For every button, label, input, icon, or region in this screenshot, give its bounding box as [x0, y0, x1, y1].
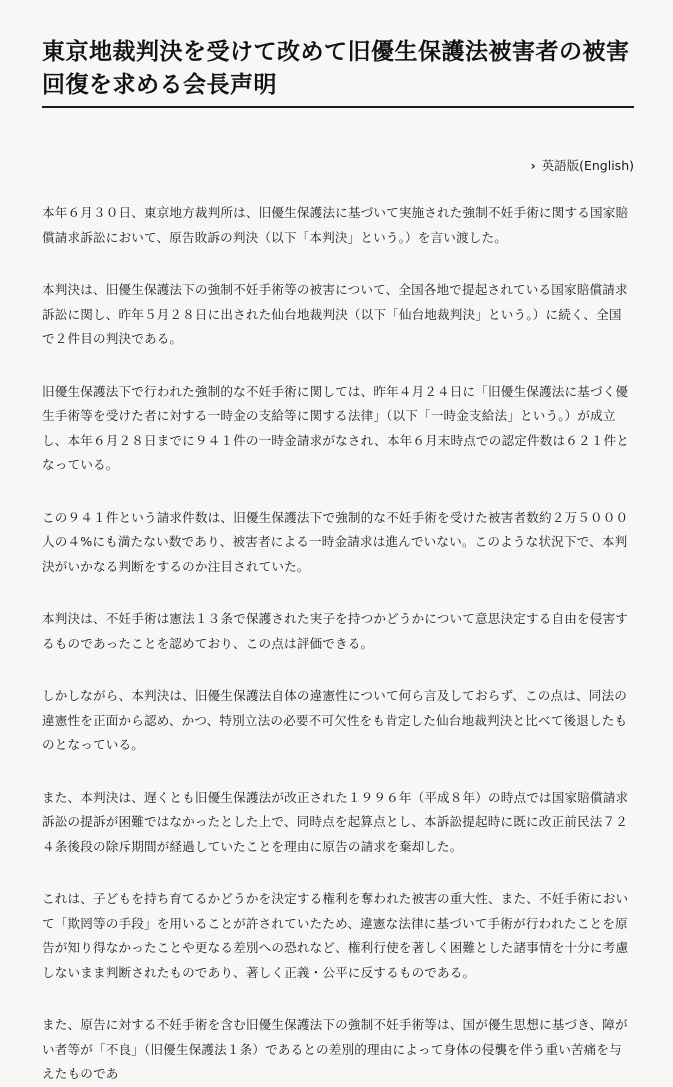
paragraph-7: また、本判決は、遅くとも旧優生保護法が改正された１９９６年（平成８年）の時点では国家賠償請求訴訟の提訴が困難ではなかったとした上で、同時点を起算点とし、本訴訟提起時に既に改正前民法７２４条後段の除斥期間が経過していたことを理由に原告の請求を棄却した。 — [42, 789, 629, 854]
chevron-right-icon: › — [530, 159, 536, 173]
paragraph-6: しかしながら、本判決は、旧優生保護法自体の違憲性について何ら言及しておらず、この点は、同法の違憲性を正面から認め、かつ、特別立法の必要不可欠性をも肯定した仙台地裁判決と比べて後退したものとなっている。 — [42, 688, 628, 752]
paragraph-1: 本年６月３０日、東京地方裁判所は、旧優生保護法に基づいて実施された強制不妊手術に関する国家賠償請求訴訟において、原告敗訴の判決（以下「本判決」という。）を言い渡した。 — [42, 205, 629, 245]
english-version-link[interactable] — [42, 158, 634, 174]
paragraph-4: この９４１件という請求件数は、旧優生保護法下で強制的な不妊手術を受けた被害者数約２万５０００人の４%にも満たない数であり、被害者による一時金請求は進んでいない。このような状況下で、本判決がいかなる判断をするのか注目されていた。 — [42, 509, 629, 574]
title-divider — [42, 106, 634, 108]
paragraph-9: また、原告に対する不妊手術を含む旧優生保護法下の強制不妊手術等は、国が優生思想に基づき、障がい者等が「不良」（旧優生保護法１条）であるとの差別的理由によって身体の侵襲を伴う重い苦痛を与えたものであ — [42, 1017, 628, 1081]
statement-body — [42, 201, 634, 1087]
english-version-label: 英語版(English) — [541, 158, 634, 173]
paragraph-5: 本判決は、不妊手術は憲法１３条で保護された実子を持つかどうかについて意思決定する自由を侵害するものであったことを認めており、この点は評価できる。 — [42, 611, 628, 651]
paragraph-3: 旧優生保護法下で行われた強制的な不妊手術に関しては、昨年４月２４日に「旧優生保護法に基づく優生手術等を受けた者に対する一時金の支給等に関する法律」（以下「一時金支給法」という。）が成立し、本年６月２８日までに９４１件の一時金請求がなされ、本年６月末時点での認定件数は６２１件となっている。 — [42, 383, 629, 472]
paragraph-2: 本判決は、旧優生保護法下の強制不妊手術等の被害について、全国各地で提起されている国家賠償請求訴訟に関し、昨年５月２８日に出された仙台地裁判決（以下「仙台地裁判決」という。）に続く、全国で２件目の判決である。 — [42, 282, 628, 346]
paragraph-8: これは、子どもを持ち育てるかどうかを決定する権利を奪われた被害の重大性、また、不妊手術において「欺罔等の手段」を用いることが許されていたため、違憲な法律に基づいて手術が行われたことを原告が知り得なかったことや更なる差別への恐れなど、権利行使を著しく困難とした諸事情を十分に考慮しないまま判断されたものであり、著しく正義・公平に反するものである。 — [42, 891, 629, 980]
page-title: 東京地裁判決を受けて改めて旧優生保護法被害者の被害回復を求める会長声明 — [42, 39, 630, 98]
